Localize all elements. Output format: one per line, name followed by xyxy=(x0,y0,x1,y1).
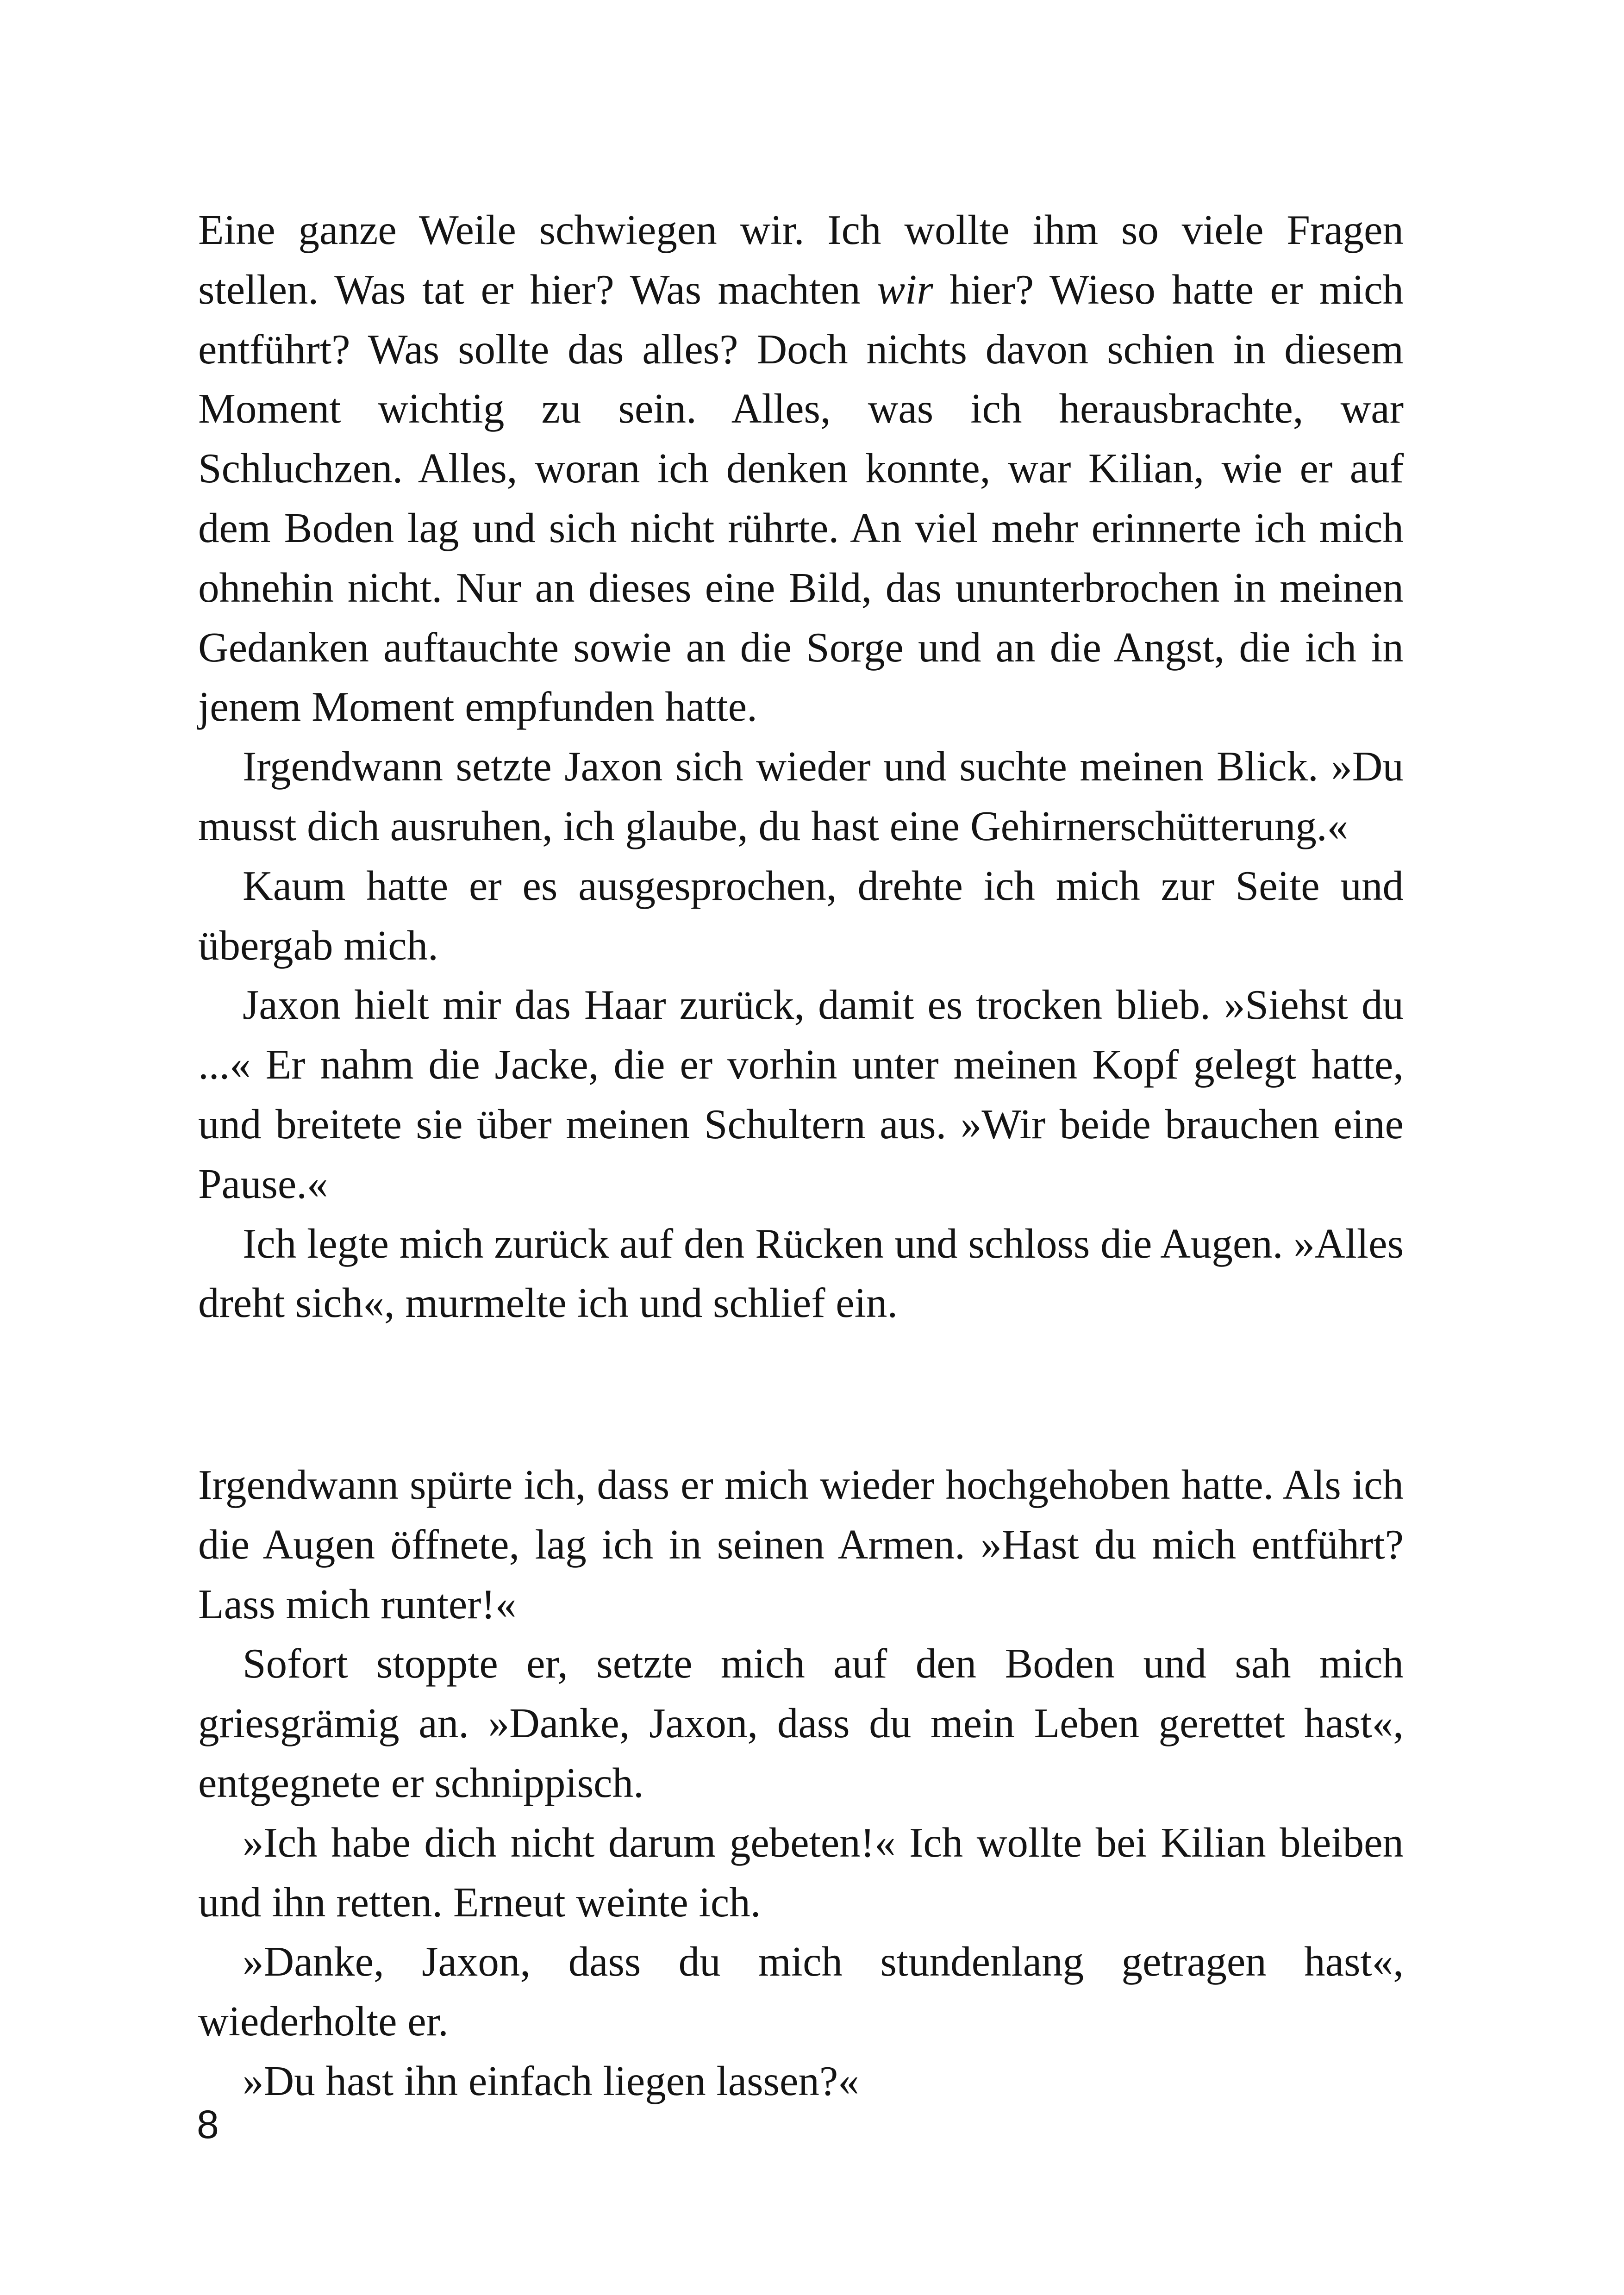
paragraph xyxy=(198,200,1404,737)
text-section-2 xyxy=(198,1455,1404,2111)
paragraph-text: hier? Wieso hatte er mich entführt? Was sollte das alles? Doch nichts davon schien in diesem Moment wichtig zu sein. Alles, was ich herausbrachte, war Schluchzen. Alles, woran ich denken konnte, war Kilian, wie er auf dem Boden lag und sich nicht rührte. An viel mehr erinnerte ich mich ohnehin nicht. Nur an dieses eine Bild, das ununterbrochen in meinen Gedanken auftauchte sowie an die Sorge und an die Angst, die ich in jenem Moment empfunden hatte. xyxy=(198,266,1404,730)
paragraph: »Du hast ihn einfach liegen lassen?« xyxy=(243,2057,859,2104)
page-number: 8 xyxy=(197,2102,219,2147)
paragraph: Ich legte mich zurück auf den Rücken und schloss die Augen. »Alles dreht sich«, murmelte ich und schlief ein. xyxy=(198,1220,1404,1327)
paragraph-text: Eine ganze Weile schwiegen wir. Ich wollte ihm so viele Fragen stellen. Was tat er hier? Was machten xyxy=(198,206,1404,313)
paragraph: Irgendwann setzte Jaxon sich wieder und suchte meinen Blick. »Du musst dich ausruhen, ich glaube, du hast eine Gehirnerschütterung.« xyxy=(198,743,1404,849)
paragraph: »Ich habe dich nicht darum gebeten!« Ich wollte bei Kilian bleiben und ihn retten. Erneut weinte ich. xyxy=(198,1819,1404,1926)
emphasized-word: wir xyxy=(877,266,933,313)
text-section-1 xyxy=(198,200,1404,1333)
paragraph: Kaum hatte er es ausgesprochen, drehte ich mich zur Seite und übergab mich. xyxy=(198,862,1404,969)
paragraph: »Danke, Jaxon, dass du mich stundenlang getragen hast«, wiederholte er. xyxy=(198,1938,1404,2045)
paragraph: Sofort stoppte er, setzte mich auf den Boden und sah mich griesgrämig an. »Danke, Jaxon, dass du mein Leben gerettet hast«, entgegnete er schnippisch. xyxy=(198,1640,1404,1806)
paragraph: Jaxon hielt mir das Haar zurück, damit es trocken blieb. »Siehst du ...« Er nahm die Jacke, die er vorhin unter meinen Kopf gelegt hatte, und breitete sie über meinen Schultern aus. »Wir beide brauchen eine Pause.« xyxy=(198,981,1404,1207)
paragraph: Irgendwann spürte ich, dass er mich wieder hochgehoben hatte. Als ich die Augen öffnete, lag ich in seinen Armen. »Hast du mich entführt? Lass mich runter!« xyxy=(198,1461,1404,1628)
